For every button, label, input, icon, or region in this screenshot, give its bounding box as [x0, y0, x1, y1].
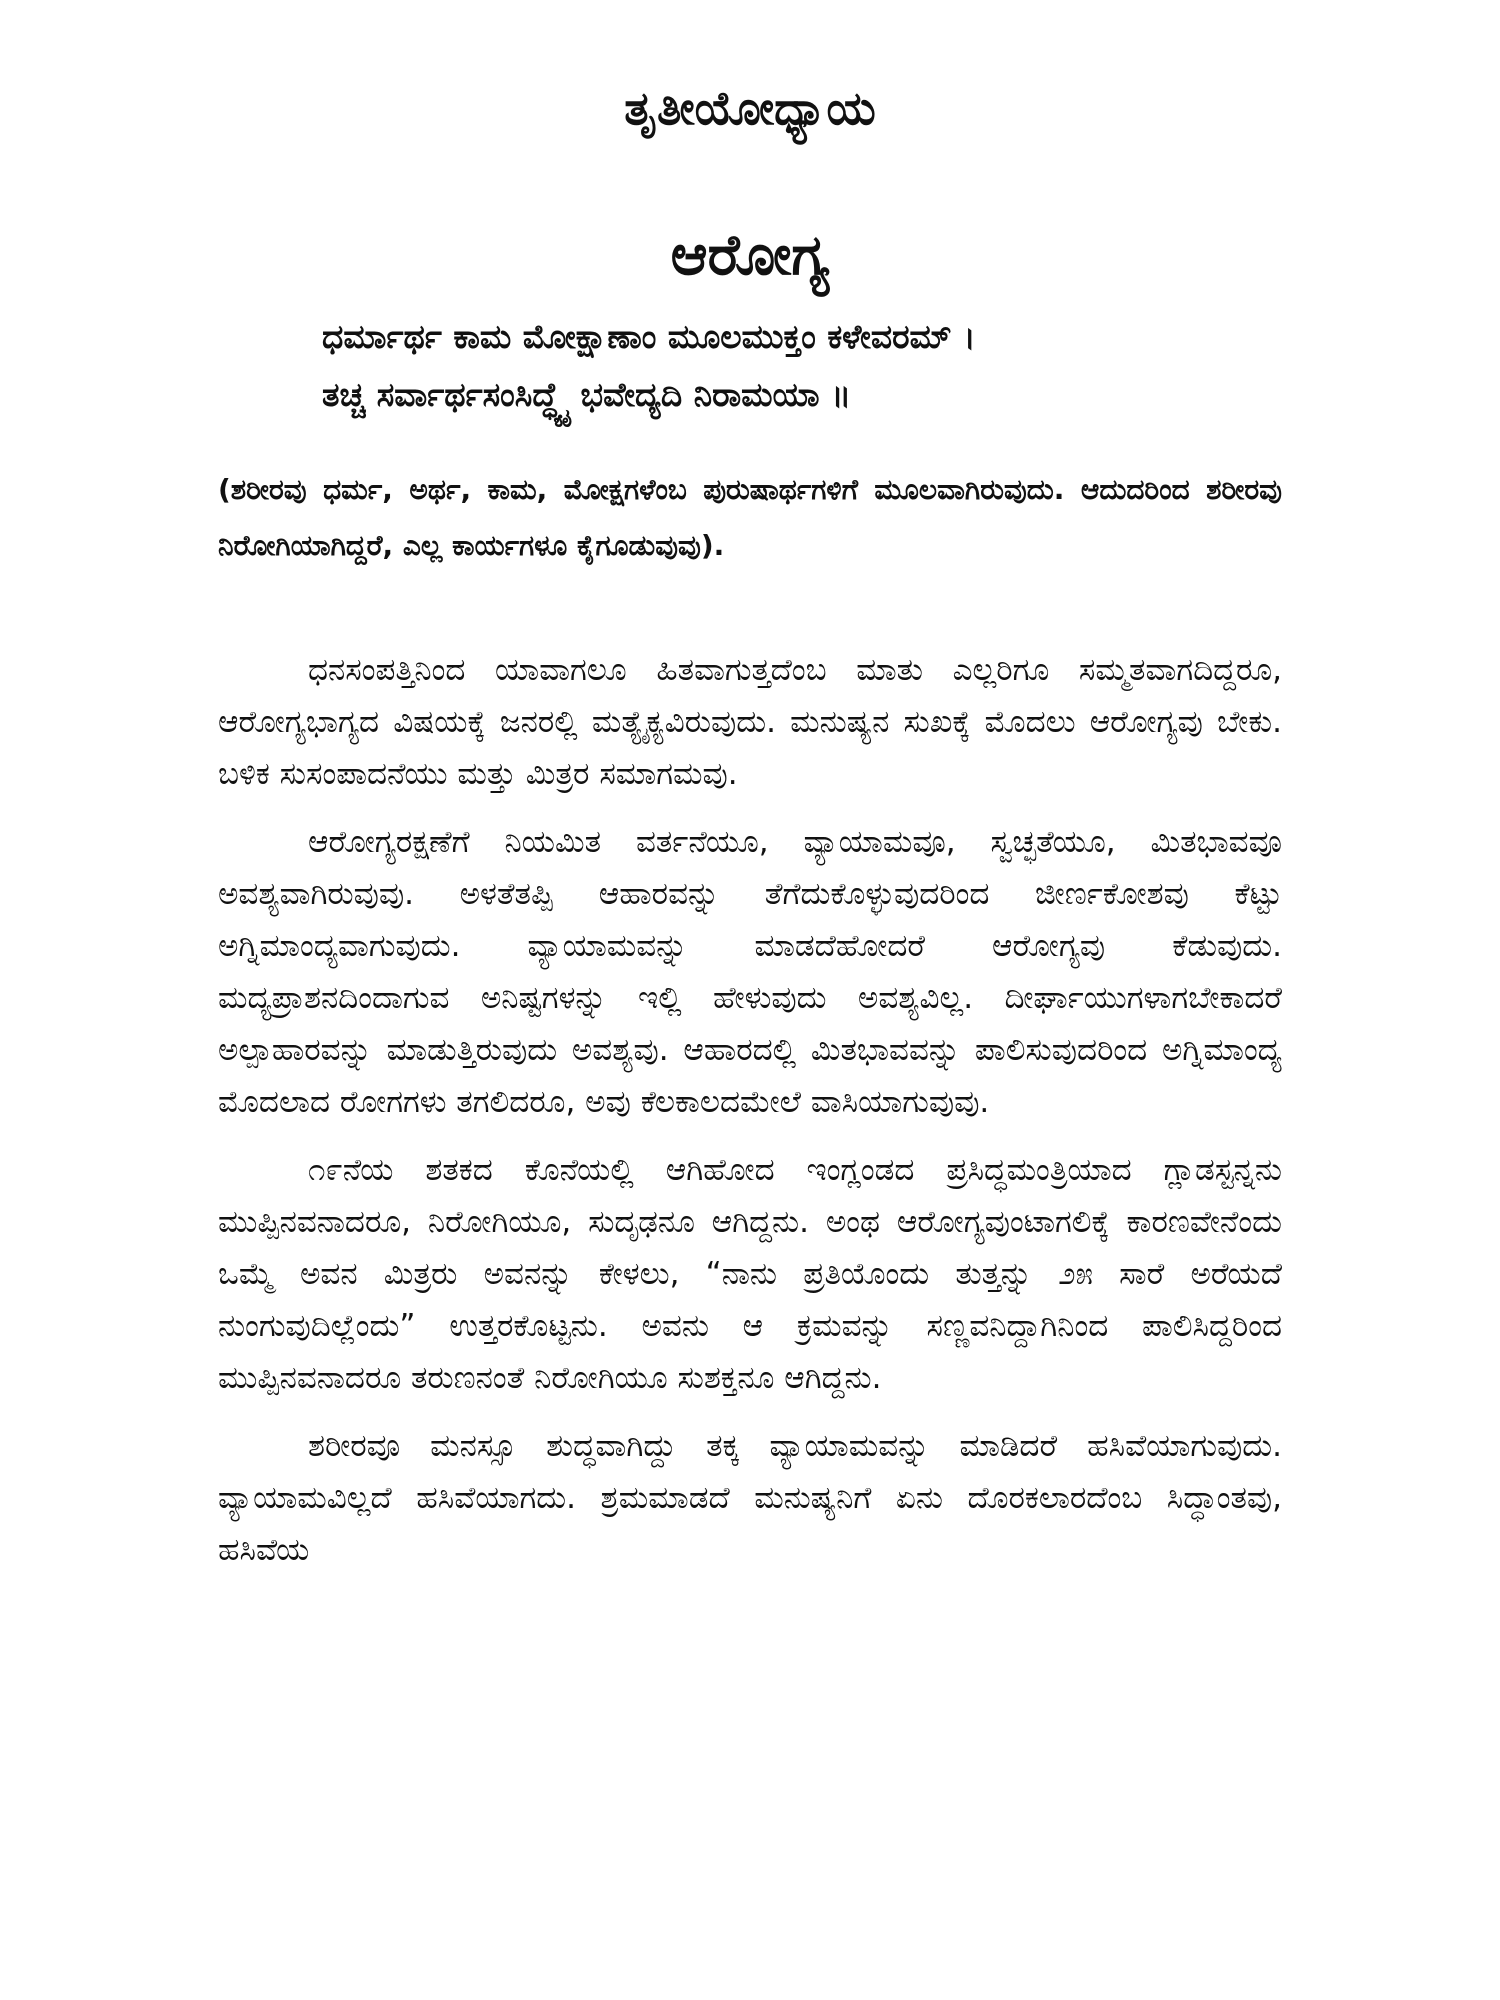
- paragraph-3: ೧೯ನೆಯ ಶತಕದ ಕೊನೆಯಲ್ಲಿ ಆಗಿಹೋದ ಇಂಗ್ಲಂಡದ ಪ್ರಸಿದ್ಧಮಂತ್ರಿಯಾದ ಗ್ಲಾಡಸ್ಟನ್ನನು ಮುಪ್ಪಿನವನಾದರೂ, ನಿರೋಗಿಯೂ, ಸುದೃಢನೂ ಆಗಿದ್ದನು. ಅಂಥ ಆರೋಗ್ಯವುಂಟಾಗಲಿಕ್ಕೆ ಕಾರಣವೇನೆಂದು ಒಮ್ಮೆ ಅವನ ಮಿತ್ರರು ಅವನನ್ನು ಕೇಳಲು, “ನಾನು ಪ್ರತಿಯೊಂದು ತುತ್ತನ್ನು ೨೫ ಸಾರೆ ಅರೆಯದೆ ನುಂಗುವುದಿಲ್ಲೆಂದು” ಉತ್ತರಕೊಟ್ಟನು. ಅವನು ಆ ಕ್ರಮವನ್ನು ಸಣ್ಣವನಿದ್ದಾಗಿನಿಂದ ಪಾಲಿಸಿದ್ದರಿಂದ ಮುಪ್ಪಿನವನಾದರೂ ತರುಣನಂತೆ ನಿರೋಗಿಯೂ ಸುಶಕ್ತನೂ ಆಗಿದ್ದನು.: [218, 1152, 1282, 1396]
- body-text: [218, 644, 1282, 1592]
- chapter-title: ತೃತೀಯೋಧ್ಯಾಯ: [624, 81, 876, 135]
- verse-line-1: ಧರ್ಮಾರ್ಥ ಕಾಮ ಮೋಕ್ಷಾಣಾಂ ಮೂಲಮುಕ್ತಂ ಕಳೇವರಮ್ ।: [322, 317, 976, 356]
- verse: [322, 308, 1322, 424]
- paragraph-2: ಆರೋಗ್ಯರಕ್ಷಣೆಗೆ ನಿಯಮಿತ ವರ್ತನೆಯೂ, ವ್ಯಾಯಾಮವೂ, ಸ್ವಚ್ಛತೆಯೂ, ಮಿತಭಾವವೂ ಅವಶ್ಯವಾಗಿರುವುವು. ಅಳತೆತಪ್ಪಿ ಆಹಾರವನ್ನು ತೆಗೆದುಕೊಳ್ಳುವುದರಿಂದ ಜೀರ್ಣಕೋಶವು ಕೆಟ್ಟು ಅಗ್ನಿಮಾಂದ್ಯವಾಗುವುದು. ವ್ಯಾಯಾಮವನ್ನು ಮಾಡದೆಹೋದರೆ ಆರೋಗ್ಯವು ಕೆಡುವುದು. ಮದ್ಯಪ್ರಾಶನದಿಂದಾಗುವ ಅನಿಷ್ಟಗಳನ್ನು ಇಲ್ಲಿ ಹೇಳುವುದು ಅವಶ್ಯವಿಲ್ಲ. ದೀರ್ಘಾಯುಗಳಾಗಬೇಕಾದರೆ ಅಲ್ಪಾಹಾರವನ್ನು ಮಾಡುತ್ತಿರುವುದು ಅವಶ್ಯವು. ಆಹಾರದಲ್ಲಿ ಮಿತಭಾವವನ್ನು ಪಾಲಿಸುವುದರಿಂದ ಅಗ್ನಿಮಾಂದ್ಯ ಮೊದಲಾದ ರೋಗಗಳು ತಗಲಿದರೂ, ಅವು ಕೆಲಕಾಲದಮೇಲೆ ವಾಸಿಯಾಗುವುವು.: [218, 824, 1282, 1120]
- paragraph-1: ಧನಸಂಪತ್ತಿನಿಂದ ಯಾವಾಗಲೂ ಹಿತವಾಗುತ್ತದೆಂಬ ಮಾತು ಎಲ್ಲರಿಗೂ ಸಮ್ಮತವಾಗದಿದ್ದರೂ, ಆರೋಗ್ಯಭಾಗ್ಯದ ವಿಷಯಕ್ಕೆ ಜನರಲ್ಲಿ ಮತ್ಯೈಕ್ಯವಿರುವುದು. ಮನುಷ್ಯನ ಸುಖಕ್ಕೆ ಮೊದಲು ಆರೋಗ್ಯವು ಬೇಕು. ಬಳಿಕ ಸುಸಂಪಾದನೆಯು ಮತ್ತು ಮಿತ್ರರ ಸಮಾಗಮವು.: [218, 652, 1282, 792]
- verse-explanation: (ಶರೀರವು ಧರ್ಮ, ಅರ್ಥ, ಕಾಮ, ಮೋಕ್ಷಗಳೆಂಬ ಪುರುಷಾರ್ಥಗಳಿಗೆ ಮೂಲವಾಗಿರುವುದು. ಆದುದರಿಂದ ಶರೀರವು ನಿರೋಗಿಯಾಗಿದ್ದರೆ, ಎಲ್ಲ ಕಾರ್ಯಗಳೂ ಕೈಗೂಡುವುವು).: [218, 473, 1282, 562]
- paragraph-4: ಶರೀರವೂ ಮನಸ್ಸೂ ಶುದ್ಧವಾಗಿದ್ದು ತಕ್ಕ ವ್ಯಾಯಾಮವನ್ನು ಮಾಡಿದರೆ ಹಸಿವೆಯಾಗುವುದು. ವ್ಯಾಯಾಮವಿಲ್ಲದೆ ಹಸಿವೆಯಾಗದು. ಶ್ರಮಮಾಡದೆ ಮನುಷ್ಯನಿಗೆ ಏನು ದೊರಕಲಾರದೆಂಬ ಸಿದ್ಧಾಂತವು, ಹಸಿವೆಯ: [218, 1428, 1282, 1568]
- verse-line-2: ತಚ್ಚ ಸರ್ವಾರ್ಥಸಂಸಿದ್ಧ್ಯೈ ಭವೇದ್ಯದಿ ನಿರಾಮಯಾ ॥: [322, 375, 852, 414]
- section-title: ಆರೋಗ್ಯ: [670, 223, 830, 288]
